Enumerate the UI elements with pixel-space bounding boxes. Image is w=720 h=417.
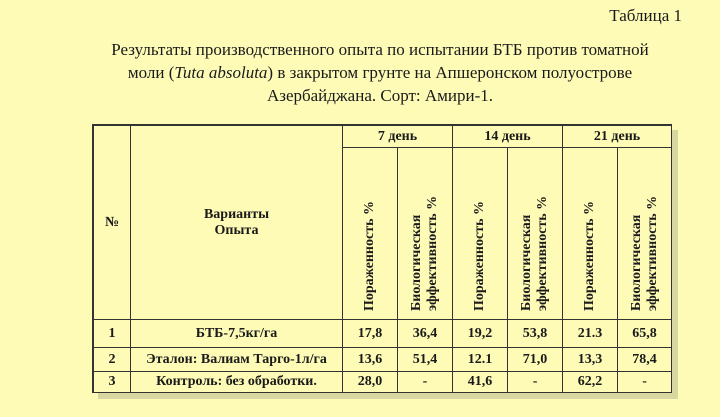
- value-cell: 21.3: [563, 320, 618, 348]
- variant-cell: Контроль: без обработки.: [131, 372, 343, 393]
- variant-cell: Эталон: Валиам Тарго-1л/га: [131, 348, 343, 372]
- value-cell: 78,4: [618, 348, 672, 372]
- subheader-efficacy-7: [398, 148, 453, 320]
- table-row: [94, 320, 672, 348]
- subheader-efficacy-14-text: Биологическая эффективность %: [519, 195, 551, 311]
- row-number: 1: [94, 320, 131, 348]
- num-header: №: [94, 126, 131, 320]
- table-row: [94, 348, 672, 372]
- value-cell: 12.1: [453, 348, 508, 372]
- value-cell: 36,4: [398, 320, 453, 348]
- table-caption: [60, 38, 700, 107]
- value-cell: 13,6: [343, 348, 398, 372]
- value-cell: 53,8: [508, 320, 563, 348]
- subheader-efficacy-7-text: Биологическая эффективность %: [409, 195, 440, 311]
- subheader-damage-7-text: Пораженность %: [362, 201, 377, 311]
- results-table: [93, 125, 672, 393]
- value-cell: 65,8: [618, 320, 672, 348]
- header-row-periods: [94, 126, 672, 148]
- value-cell: 51,4: [398, 348, 453, 372]
- variant-header: [131, 126, 343, 320]
- variant-header-line-1: Варианты: [203, 206, 270, 222]
- table-number: Таблица 1: [609, 6, 682, 25]
- row-number: 2: [94, 348, 131, 372]
- caption-line-1: Результаты производственного опыта по испытании БТБ против томатной: [111, 40, 649, 59]
- value-cell: -: [618, 372, 672, 393]
- subheader-damage-21-text: Пораженность %: [582, 201, 598, 311]
- row-number: 3: [94, 372, 131, 393]
- period-header-7: 7 день: [343, 126, 453, 148]
- subheader-damage-7: [343, 148, 398, 320]
- caption-species-name: Tuta absoluta: [174, 63, 268, 82]
- value-cell: 28,0: [343, 372, 398, 393]
- subheader-efficacy-14: [508, 148, 563, 320]
- value-cell: 17,8: [343, 320, 398, 348]
- subheader-damage-14-text: Пораженность %: [472, 201, 488, 311]
- subheader-damage-14: [453, 148, 508, 320]
- results-table-frame: [92, 124, 672, 393]
- caption-line-2-start: моли (: [127, 63, 175, 82]
- table-row: [94, 372, 672, 393]
- variant-header-line-2: Опыта: [214, 222, 259, 238]
- value-cell: 13,3: [563, 348, 618, 372]
- value-cell: -: [508, 372, 563, 393]
- caption-line-2: [60, 61, 700, 84]
- period-header-14: 14 день: [453, 126, 563, 148]
- value-cell: 19,2: [453, 320, 508, 348]
- period-header-21: 21 день: [563, 126, 672, 148]
- value-cell: 41,6: [453, 372, 508, 393]
- value-cell: 71,0: [508, 348, 563, 372]
- caption-line-3: Азербайджана. Сорт: Амири-1.: [266, 86, 494, 105]
- variant-cell: БТБ-7,5кг/га: [131, 320, 343, 348]
- subheader-damage-21: [563, 148, 618, 320]
- subheader-efficacy-21-text: Биологическая эффективность %: [628, 195, 660, 311]
- value-cell: 62,2: [563, 372, 618, 393]
- subheader-efficacy-21: [618, 148, 672, 320]
- value-cell: -: [398, 372, 453, 393]
- caption-line-2-end: ) в закрытом грунте на Апшеронском полуострове: [267, 63, 633, 82]
